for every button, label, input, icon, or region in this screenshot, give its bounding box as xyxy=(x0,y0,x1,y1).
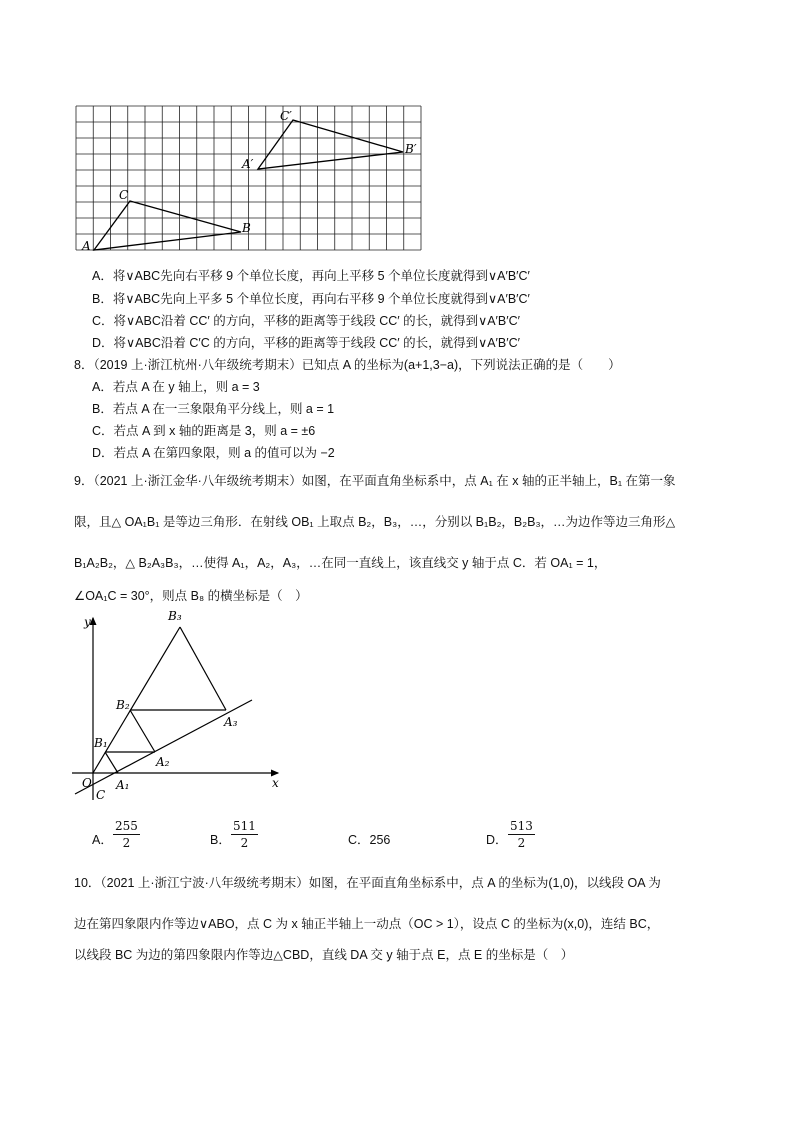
q9-stem-line4: ∠OA₁C = 30°，则点 B₈ 的横坐标是（ ） xyxy=(74,589,308,603)
q9-option-d-fraction: $\frac{513}{2}$ xyxy=(510,819,533,850)
fig-label-B3: B₃ xyxy=(168,609,182,623)
label-C-prime: C′ xyxy=(280,109,292,123)
fig-label-y: y xyxy=(84,615,91,629)
q9-option-b-fraction: $\frac{511}{2}$ xyxy=(233,819,256,850)
fig-label-C: C xyxy=(96,788,106,802)
q9-stem-line2: 限，且△ OA₁B₁ 是等边三角形．在射线 OB₁ 上取点 B₂，B₃，…，分别以 B₁B₂，B₂B₃，…为边作等边三角形△ xyxy=(74,515,676,529)
label-B-prime: B′ xyxy=(405,142,417,156)
q8-option-d: D．若点 A 在第四象限，则 a 的值可以为 −2 xyxy=(92,446,335,460)
q9-figure xyxy=(66,604,286,809)
q8-stem: 8．（2019 上·浙江杭州·八年级统考期末）已知点 A 的坐标为(a+1,3−a)，下列说法正确的是（ ） xyxy=(74,358,621,372)
ray-ob xyxy=(93,627,180,773)
fig-label-B2: B₂ xyxy=(116,698,130,712)
triangle-a1b1c1 xyxy=(258,120,403,169)
q9-option-a-letter: A． xyxy=(92,833,113,847)
q8-option-c: C．若点 A 到 x 轴的距离是 3，则 a = ±6 xyxy=(92,424,316,438)
fig-label-A1: A₁ xyxy=(116,778,130,792)
q10-stem-line1: 10．（2021 上·浙江宁波·八年级统考期末）如图，在平面直角坐标系中，点 A 的坐标为(1,0)，以线段 OA 为 xyxy=(74,876,661,890)
label-A: A xyxy=(82,239,91,253)
label-C: C xyxy=(119,188,129,202)
q9-stem-line3: B₁A₂B₂，△ B₂A₃B₃，…使得 A₁，A₂，A₃，…在同一直线上，该直线交 y 轴于点 C．若 OA₁ = 1， xyxy=(74,556,607,570)
q10-stem-line2: 边在第四象限内作等边∨ABO，点 C 为 x 轴正半轴上一动点（OC > 1），设点 C 的坐标为(x,0)，连结 BC， xyxy=(74,917,660,931)
fig-label-O: O xyxy=(82,776,92,790)
q7-option-a: A．将∨ABC先向右平移 9 个单位长度，再向上平移 5 个单位长度就得到∨A′B′C′ xyxy=(92,269,530,283)
q8-option-b: B．若点 A 在一三象限角平分线上，则 a = 1 xyxy=(92,402,335,416)
fig-label-A3: A₃ xyxy=(224,715,238,729)
q10-stem-line3: 以线段 BC 为边的第四象限内作等边△CBD，直线 DA 交 y 轴于点 E，点 E 的坐标是（ ） xyxy=(74,948,574,962)
q9-option-d-letter: D． xyxy=(486,833,508,847)
label-B: B xyxy=(242,221,251,235)
fig-label-A2: A₂ xyxy=(156,755,170,769)
q7-option-c: C．将∨ABC沿着 CC′ 的方向，平移的距离等于线段 CC′ 的长，就得到∨A′B′C′ xyxy=(92,314,520,328)
fig-label-x: x xyxy=(272,776,279,790)
triangle-abc xyxy=(94,201,241,250)
q9-option-a-fraction: $\frac{255}{2}$ xyxy=(115,819,138,850)
q7-grid-figure xyxy=(70,100,430,260)
q7-option-b: B．将∨ABC先向上平多 5 个单位长度，再向右平移 9 个单位长度就得到∨A′B′C′ xyxy=(92,292,530,306)
q9-stem-line1: 9．（2021 上·浙江金华·八年级统考期末）如图，在平面直角坐标系中，点 A₁ 在 x 轴的正半轴上，B₁ 在第一象 xyxy=(74,474,676,488)
q8-option-a: A．若点 A 在 y 轴上，则 a = 3 xyxy=(92,380,260,394)
q7-option-d: D．将∨ABC沿着 C′C 的方向，平移的距离等于线段 CC′ 的长，就得到∨A′B′C′ xyxy=(92,336,520,350)
q9-option-b-letter: B． xyxy=(210,833,231,847)
q9-option-c: C．256 xyxy=(348,833,391,847)
label-A-prime: A′ xyxy=(242,157,254,171)
fig-label-B1: B₁ xyxy=(94,736,108,750)
